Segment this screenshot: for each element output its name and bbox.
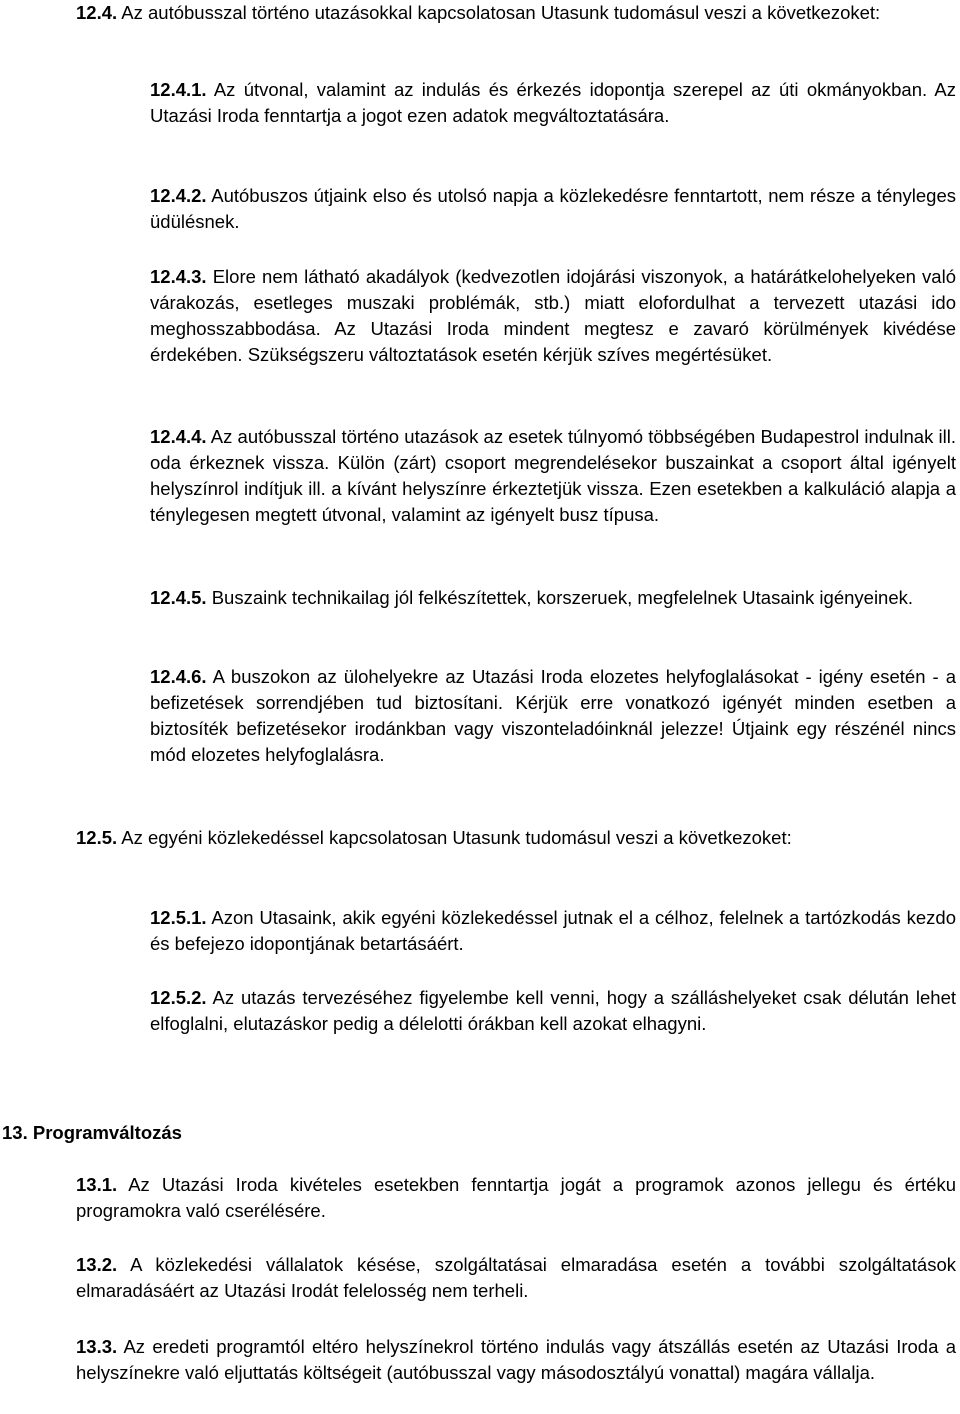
section-number: 13.3.: [76, 1336, 118, 1357]
section-number: 12.4.4.: [150, 426, 207, 447]
section-number: 12.5.: [76, 827, 118, 848]
section-text: Az egyéni közlekedéssel kapcsolatosan Utasunk tudomásul veszi a következoket:: [117, 827, 792, 848]
section-number: 12.4.3.: [150, 266, 207, 287]
section-12-5: [76, 825, 956, 851]
section-text: Autóbuszos útjaink elso és utolsó napja a közlekedésre fenntartott, nem része a tényleges üdülésnek.: [150, 185, 956, 232]
section-12-4-1: [150, 77, 956, 129]
section-text: Az autóbusszal történo utazások az esetek túlnyomó többségében Budapestrol indulnak ill. oda érkeznek vissza. Külön (zárt) csoport megrendelésekor buszainkat a csoport által igényelt helyszínrol indítjuk ill. a kívánt helyszínre érkeztetjük vissza. Ezen esetekben a kalkuláció alapja a ténylegesen megtett útvonal, valamint az igényelt busz típusa.: [150, 426, 956, 525]
section-12-4: [76, 0, 956, 26]
section-text: Azon Utasaink, akik egyéni közlekedéssel jutnak el a célhoz, felelnek a tartózkodás kezdo és befejezo idopontjának betartásáért.: [150, 907, 956, 954]
section-number: 12.5.1.: [150, 907, 207, 928]
section-13-1: [76, 1172, 956, 1224]
section-12-4-6: [150, 664, 956, 768]
section-12-5-2: [150, 985, 956, 1037]
section-number: 12.4.1.: [150, 79, 207, 100]
section-text: A közlekedési vállalatok késése, szolgáltatásai elmaradása esetén a további szolgáltatások elmaradásáért az Utazási Irodát felelosség nem terheli.: [76, 1254, 956, 1301]
section-number: 12.4.: [76, 2, 118, 23]
section-text: Az autóbusszal történo utazásokkal kapcsolatosan Utasunk tudomásul veszi a következoket:: [117, 2, 881, 23]
section-number: 12.5.2.: [150, 987, 207, 1008]
section-13-2: [76, 1252, 956, 1304]
section-text: Az Utazási Iroda kivételes esetekben fenntartja jogát a programok azonos jellegu és értéku programokra való cserélésére.: [76, 1174, 956, 1221]
section-12-4-5: [150, 585, 956, 611]
section-text: Az utazás tervezéséhez figyelembe kell venni, hogy a szálláshelyeket csak délután lehet elfoglalni, elutazáskor pedig a délelotti órákban kell azokat elhagyni.: [150, 987, 956, 1034]
section-number: 13.2.: [76, 1254, 118, 1275]
section-number: 12.4.2.: [150, 185, 207, 206]
section-number: 12.4.6.: [150, 666, 207, 687]
section-13-3: [76, 1334, 956, 1386]
section-text: Az útvonal, valamint az indulás és érkezés idopontja szerepel az úti okmányokban. Az Utazási Iroda fenntartja a jogot ezen adatok megváltoztatására.: [150, 79, 956, 126]
section-text: Elore nem látható akadályok (kedvezotlen idojárási viszonyok, a határátkelohelyeken való várakozás, esetleges muszaki problémák, stb.) miatt elofordulhat a tervezett utazási ido meghosszabbodása. Az Utazási Iroda mindent megtesz e zavaró körülmények kivédése érdekében. Szükségszeru változtatások esetén kérjük szíves megértésüket.: [150, 266, 956, 365]
section-number: 13.1.: [76, 1174, 118, 1195]
section-12-4-3: [150, 264, 956, 368]
section-text: Buszaink technikailag jól felkészítettek, korszeruek, megfelelnek Utasaink igényeinek.: [206, 587, 914, 608]
section-number: 12.4.5.: [150, 587, 207, 608]
section-12-4-2: [150, 183, 956, 235]
section-heading-13: 13. Programváltozás: [2, 1122, 182, 1143]
section-12-5-1: [150, 905, 956, 957]
section-text: A buszokon az ülohelyekre az Utazási Iroda elozetes helyfoglalásokat - igény esetén - a befizetések sorrendjében tud biztosítani. Kérjük erre vonatkozó igényét minden esetben a biztosíték befizetésekor irodánkban vagy viszonteladóinknál jelezze! Útjaink egy részénél nincs mód elozetes helyfoglalásra.: [150, 666, 956, 765]
section-text: Az eredeti programtól eltéro helyszínekrol történo indulás vagy átszállás esetén az Utazási Iroda a helyszínekre való eljuttatás költségeit (autóbusszal vagy másodosztályú vonattal) magára vállalja.: [76, 1336, 956, 1383]
section-12-4-4: [150, 424, 956, 528]
